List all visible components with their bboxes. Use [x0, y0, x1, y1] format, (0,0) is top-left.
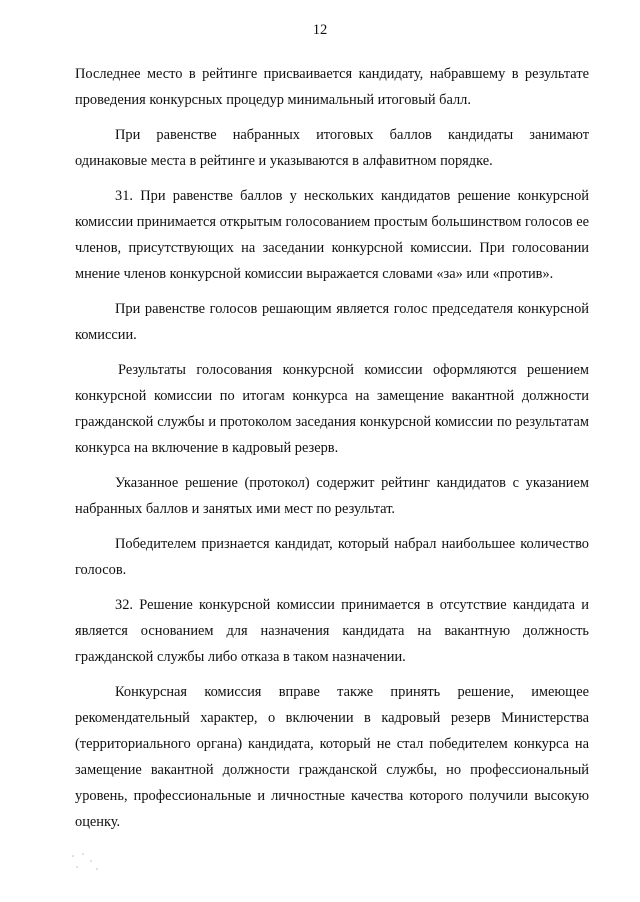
paragraph-equal-scores: При равенстве набранных итоговых баллов кандидаты занимают одинаковые места в рейтинге и указываются в алфавитном порядке. [75, 127, 589, 169]
paragraph-voting-results: Результаты голосования конкурсной комиссии оформляются решением конкурсной комиссии по итогам конкурса на замещение вакантной должности гражданской службы и протоколом заседания конкурсной комиссии по результатам конкурса на включение в кадровый резерв. [75, 362, 589, 456]
paragraph-decision-rating: Указанное решение (протокол) содержит рейтинг кандидатов с указанием набранных баллов и занятых ими мест по результат. [75, 475, 589, 517]
paragraph-item-31: 31. При равенстве баллов у нескольких кандидатов решение конкурсной комиссии принимается открытым голосованием простым большинством голосов ее членов, присутствующих на заседании конкурсной комиссии. При голосовании мнение членов конкурсной комиссии выражается словами «за» или «против». [75, 188, 589, 282]
page-number: 12 [312, 22, 328, 38]
scan-speckle [70, 852, 102, 872]
paragraph-personnel-reserve: Конкурсная комиссия вправе также принять решение, имеющее рекомендательный характер, о включении в кадровый резерв Министерства (территориального органа) кандидата, который не стал победителем конкурса на замещение вакантной должности гражданской службы, но профессиональный уровень, профессиональные и личностные качества которого получили высокую оценку. [75, 684, 589, 830]
document-body [75, 61, 589, 844]
paragraph-tie-vote: При равенстве голосов решающим является голос председателя конкурсной комиссии. [75, 301, 589, 343]
paragraph-item-32: 32. Решение конкурсной комиссии принимается в отсутствие кандидата и является основанием для назначения кандидата на вакантную должность гражданской службы либо отказа в таком назначении. [75, 597, 589, 665]
paragraph-last-place: Последнее место в рейтинге присваивается кандидату, набравшему в результате проведения конкурсных процедур минимальный итоговый балл. [75, 66, 589, 108]
paragraph-winner: Победителем признается кандидат, который набрал наибольшее количество голосов. [75, 536, 589, 578]
